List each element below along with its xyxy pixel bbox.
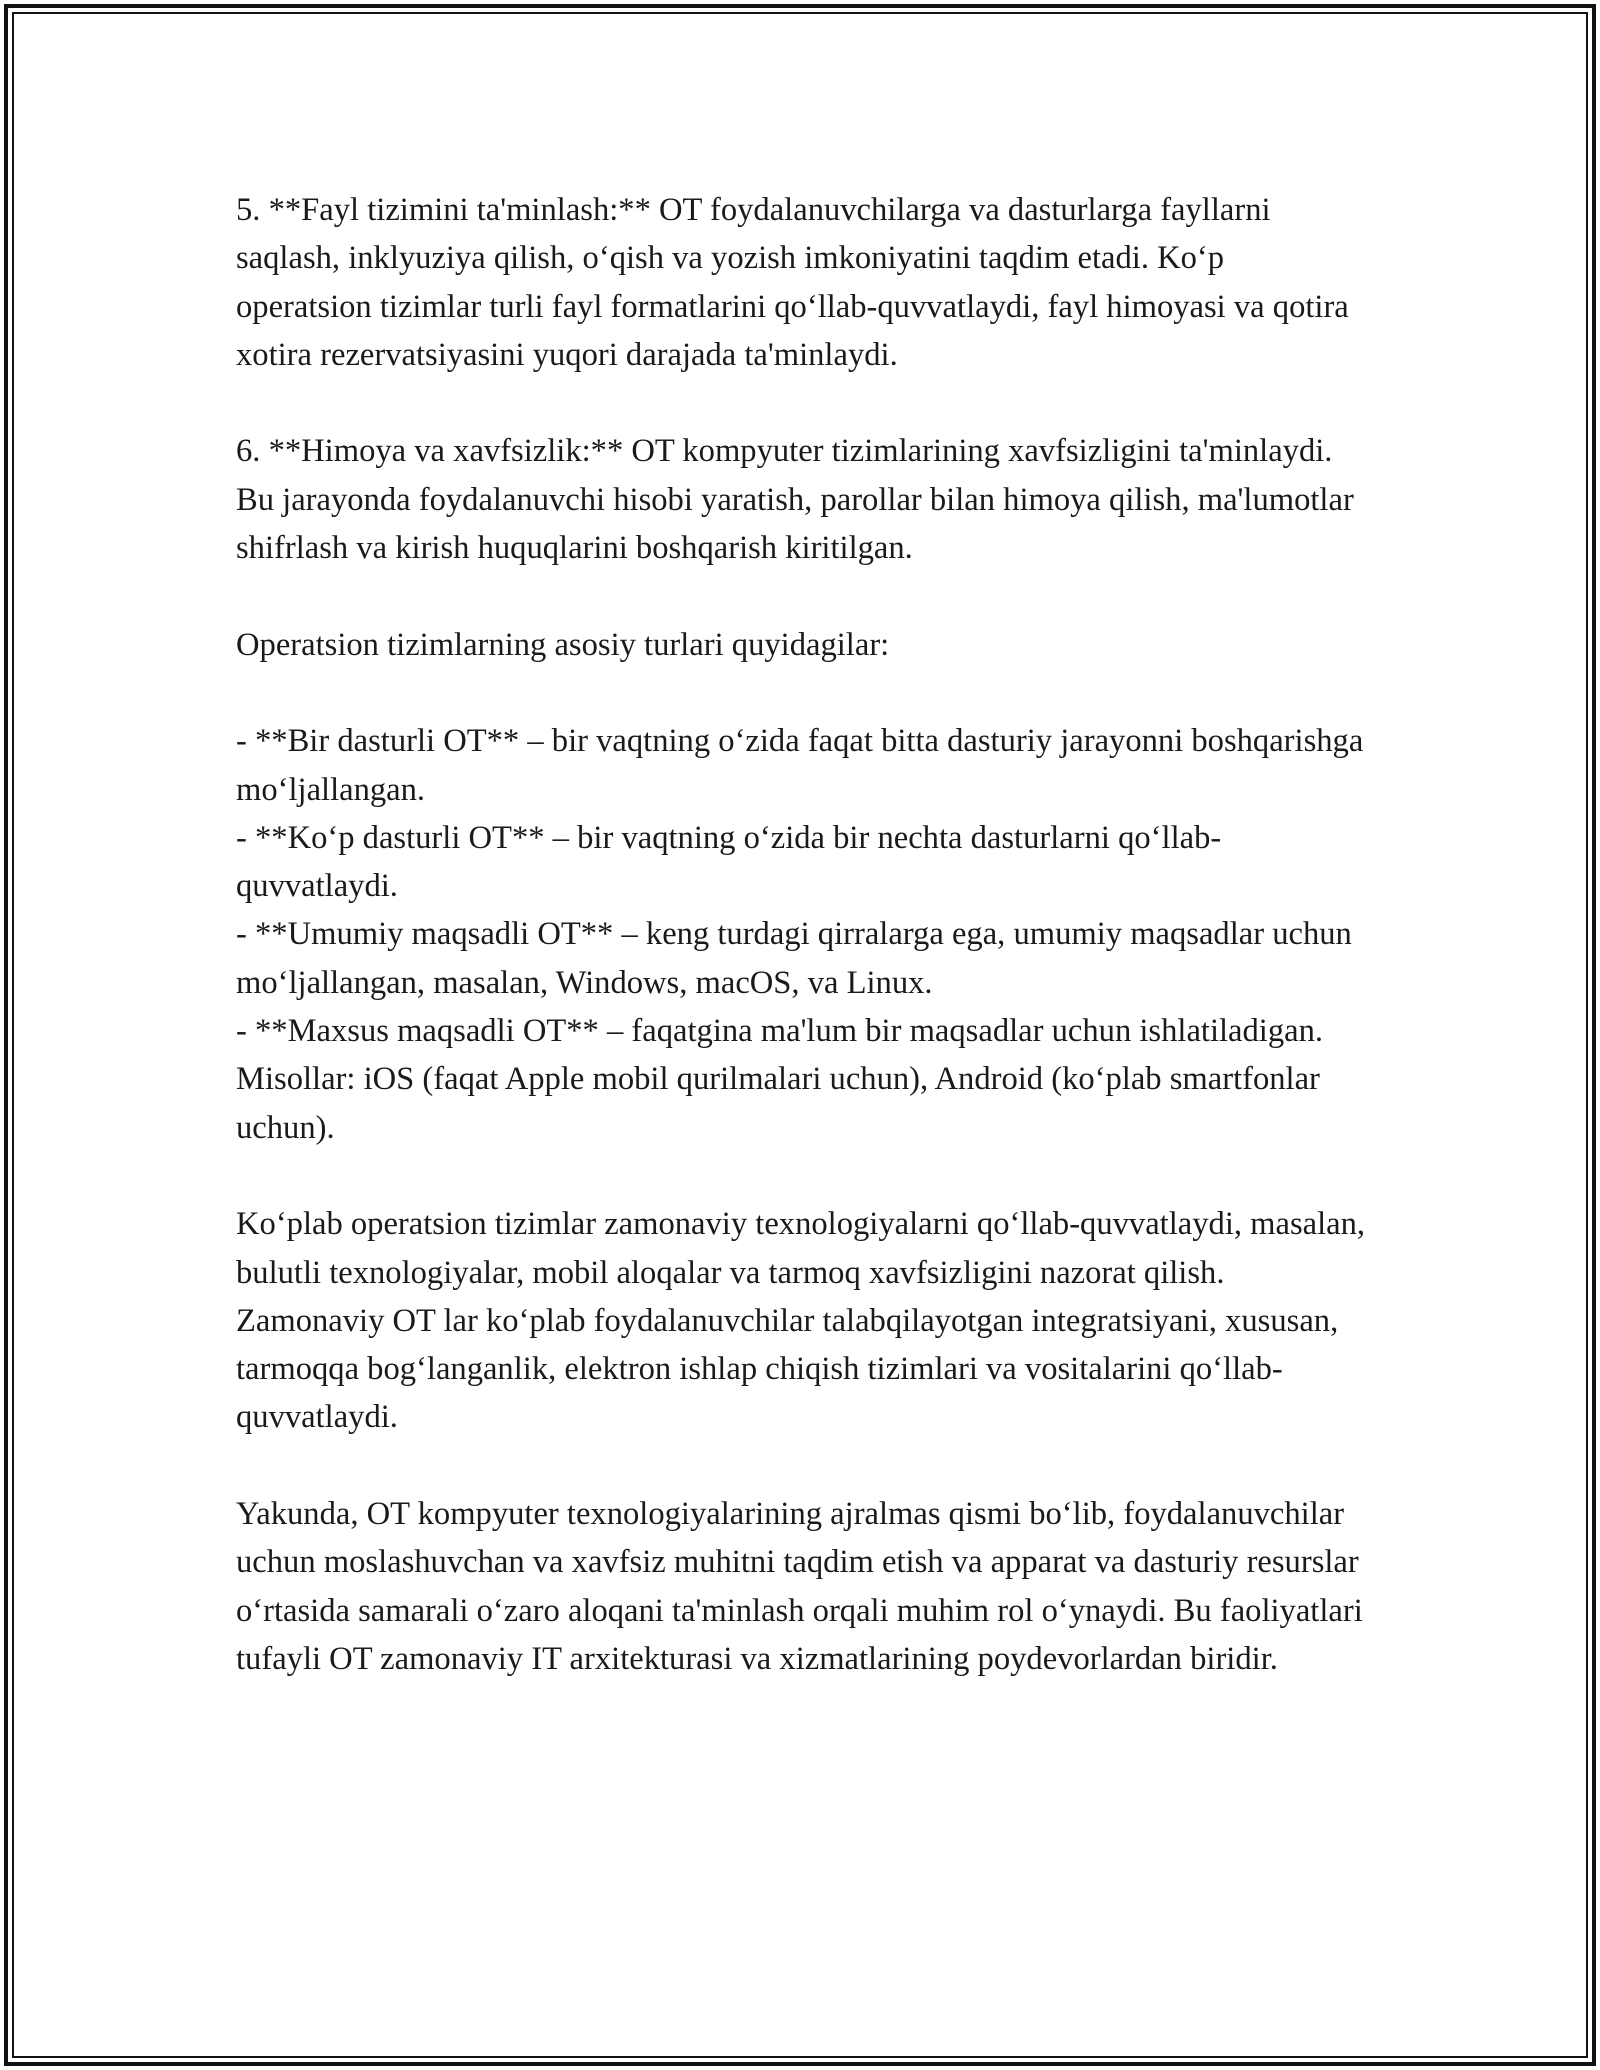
paragraph-modern-technologies: Ko‘plab operatsion tizimlar zamonaviy texnologiyalarni qo‘llab-quvvatlaydi, masalan, bulutli texnologiyalar, mobil aloqalar va tarmoq xavfsizligini nazorat qilish. Zamonaviy OT lar ko‘plab foydalanuvchilar talabqilayotgan integratsiyani, xususan, tarmoqqa bog‘langanlik, elektron ishlap chiqish tizimlari va vositalarini qo‘llab-quvvatlaydi. [236,1206,1366,1436]
list-item-multi-program-os: - **Ko‘p dasturli OT** – bir vaqtning o‘zida bir nechta dasturlarni qo‘llab-quvvatlaydi. [236,819,1222,905]
paragraph-conclusion: Yakunda, OT kompyuter texnologiyalarining ajralmas qismi bo‘lib, foydalanuvchilar uchun moslashuvchan va xavfsiz muhitni taqdim etish va apparat va dasturiy resurslar o‘rtasida samarali o‘zaro aloqani ta'minlash orqali muhim rol o‘ynaydi. Bu faoliyatlari tufayli OT zamonaviy IT arxitekturasi va xizmatlarining poydevorlardan biridir. [236,1496,1363,1677]
list-item-single-program-os: - **Bir dasturli OT** – bir vaqtning o‘zida faqat bitta dasturiy jarayonni boshqarishga mo‘ljallangan. [236,723,1364,808]
list-item-special-purpose-os: - **Maxsus maqsadli OT** – faqatgina ma'lum bir maqsadlar uchun ishlatiladigan. Misollar: iOS (faqat Apple mobil qurilmalari uchun), Android (ko‘plab smartfonlar uchun). [236,1013,1324,1146]
paragraph-security: 6. **Himoya va xavfsizlik:** OT kompyuter tizimlarining xavfsizligini ta'minlaydi. Bu jarayonda foydalanuvchi hisobi yaratish, parollar bilan himoya qilish, ma'lumotlar shifrlash va kirish huquqlarini boshqarish kiritilgan. [236,433,1354,567]
paragraph-os-types-intro: Operatsion tizimlarning asosiy turlari quyidagilar: [236,626,890,663]
os-types-list [236,717,1366,1152]
paragraph-file-system: 5. **Fayl tizimini ta'minlash:** OT foydalanuvchilarga va dasturlarga fayllarni saqlash, inklyuziya qilish, o‘qish va yozish imkoniyatini taqdim etadi. Ko‘p operatsion tizimlar turli fayl formatlarini qo‘llab-quvvatlaydi, fayl himoyasi va qotira xotira rezervatsiyasini yuqori darajada ta'minlaydi. [236,192,1349,373]
document-body [236,186,1366,1683]
list-item-general-purpose-os: - **Umumiy maqsadli OT** – keng turdagi qirralarga ega, umumiy maqsadlar uchun mo‘ljallangan, masalan, Windows, macOS, va Linux. [236,916,1352,1001]
